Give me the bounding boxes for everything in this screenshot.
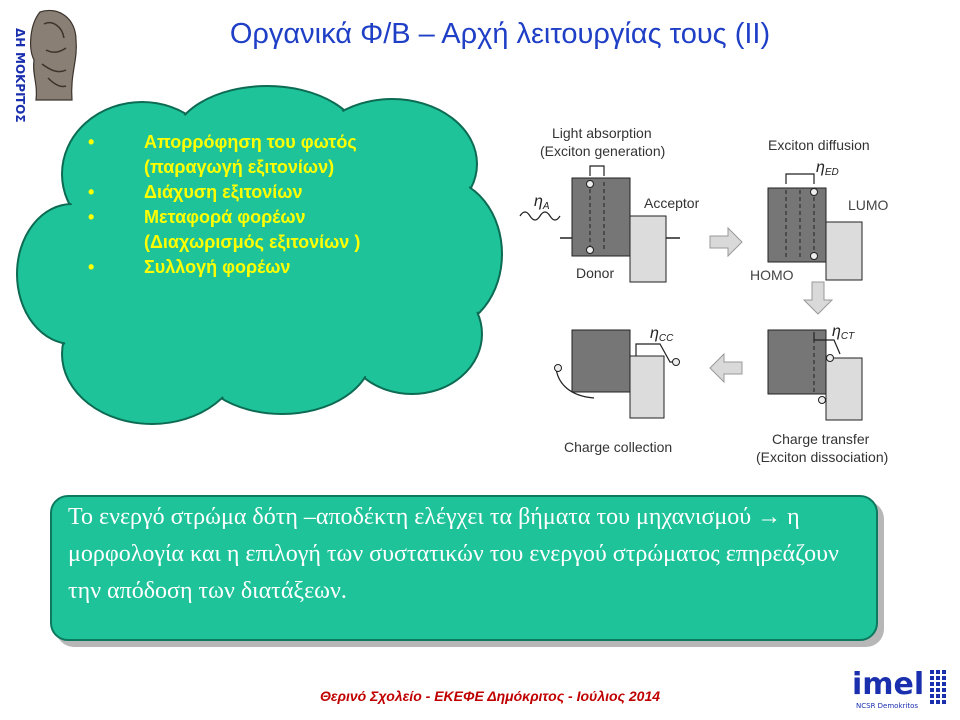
bullet-marker: • bbox=[88, 257, 95, 277]
bullet-text: Διάχυση εξιτονίων bbox=[144, 182, 303, 202]
slide-title: Οργανικά Φ/Β – Αρχή λειτουργίας τους (ΙΙ) bbox=[229, 18, 771, 50]
bullet-marker: • bbox=[88, 207, 95, 227]
panel1-title-line2: (Exciton generation) bbox=[540, 143, 666, 159]
acceptor-label: Acceptor bbox=[644, 195, 700, 211]
mechanism-diagram bbox=[510, 118, 950, 478]
bullet-item bbox=[88, 130, 388, 180]
electron-dot bbox=[673, 359, 680, 366]
conclusion-text: Το ενεργό στρώμα δότη –αποδέκτη ελέγχει τα βήματα του μηχανισμού → η μορφολογία και η επιλογή των συστατικών του ενεργού στρώματος επηρεάζουν την απόδοση των διατάξεων. bbox=[68, 504, 839, 604]
bullet-item bbox=[88, 255, 388, 280]
hole-dot bbox=[819, 397, 826, 404]
hole-dot bbox=[587, 247, 594, 254]
imel-word: imel bbox=[852, 667, 925, 702]
flow-arrow-left bbox=[710, 354, 742, 382]
acceptor-box-3 bbox=[630, 356, 664, 418]
charge-collection-label: Charge collection bbox=[564, 439, 673, 455]
eta-a-label: ηA bbox=[534, 193, 550, 212]
charge-transfer-line2: (Exciton dissociation) bbox=[756, 449, 889, 465]
diffusion-arrow bbox=[786, 174, 814, 184]
bullet-text: Συλλογή φορέων bbox=[144, 257, 291, 277]
photon-wave bbox=[520, 212, 560, 220]
charge-transfer-line1: Charge transfer bbox=[772, 431, 870, 447]
eta-cc-label: ηCC bbox=[650, 325, 674, 344]
acceptor-box-1 bbox=[630, 216, 666, 282]
bullet-item bbox=[88, 180, 388, 205]
conclusion-callout bbox=[50, 495, 878, 641]
electron-dot bbox=[811, 189, 818, 196]
footer-text: Θερινό Σχολείο - ΕΚΕΦΕ Δημόκριτος - Ιούλιος 2014 bbox=[319, 688, 661, 704]
donor-box-2 bbox=[768, 188, 826, 262]
bullet-marker: • bbox=[88, 132, 95, 152]
imel-logo bbox=[850, 662, 950, 718]
logo-letters-3: ΚΡΙ bbox=[13, 74, 27, 97]
lumo-label: LUMO bbox=[848, 197, 889, 213]
eta-ct-label: ηCT bbox=[832, 323, 855, 342]
bullet-marker: • bbox=[88, 182, 95, 202]
cloud-bullet-list bbox=[88, 130, 388, 280]
hole-dot bbox=[555, 365, 562, 372]
donor-box-1 bbox=[572, 178, 630, 256]
electron-dot bbox=[587, 181, 594, 188]
acceptor-box-2 bbox=[826, 222, 862, 280]
logo-letters-4: ΤΟΣ bbox=[13, 96, 27, 123]
donor-box-3 bbox=[572, 330, 630, 392]
electron-dot bbox=[827, 355, 834, 362]
bullet-text: Μεταφορά φορέων (Διαχωρισμός εξιτονίων ) bbox=[144, 207, 361, 252]
acceptor-box-4 bbox=[826, 358, 862, 420]
imel-subtitle: NCSR Demokritos bbox=[856, 702, 919, 710]
panel2-title: Exciton diffusion bbox=[768, 137, 870, 153]
flow-arrow-down bbox=[804, 282, 832, 314]
bullet-item bbox=[88, 205, 388, 255]
bullet-text: Απορρόφηση του φωτός (παραγωγή εξιτονίων) bbox=[144, 132, 357, 177]
absorption-arrow bbox=[590, 166, 604, 176]
panel1-title-line1: Light absorption bbox=[552, 125, 652, 141]
hole-dot bbox=[811, 253, 818, 260]
flow-arrow-right bbox=[710, 228, 742, 256]
logo-letters-2: ΜΟ bbox=[13, 52, 27, 75]
homo-label: HOMO bbox=[750, 267, 794, 283]
eta-ed-label: ηED bbox=[816, 159, 839, 178]
logo-letters-1: ΔΗ bbox=[13, 28, 27, 48]
donor-label: Donor bbox=[576, 265, 615, 281]
